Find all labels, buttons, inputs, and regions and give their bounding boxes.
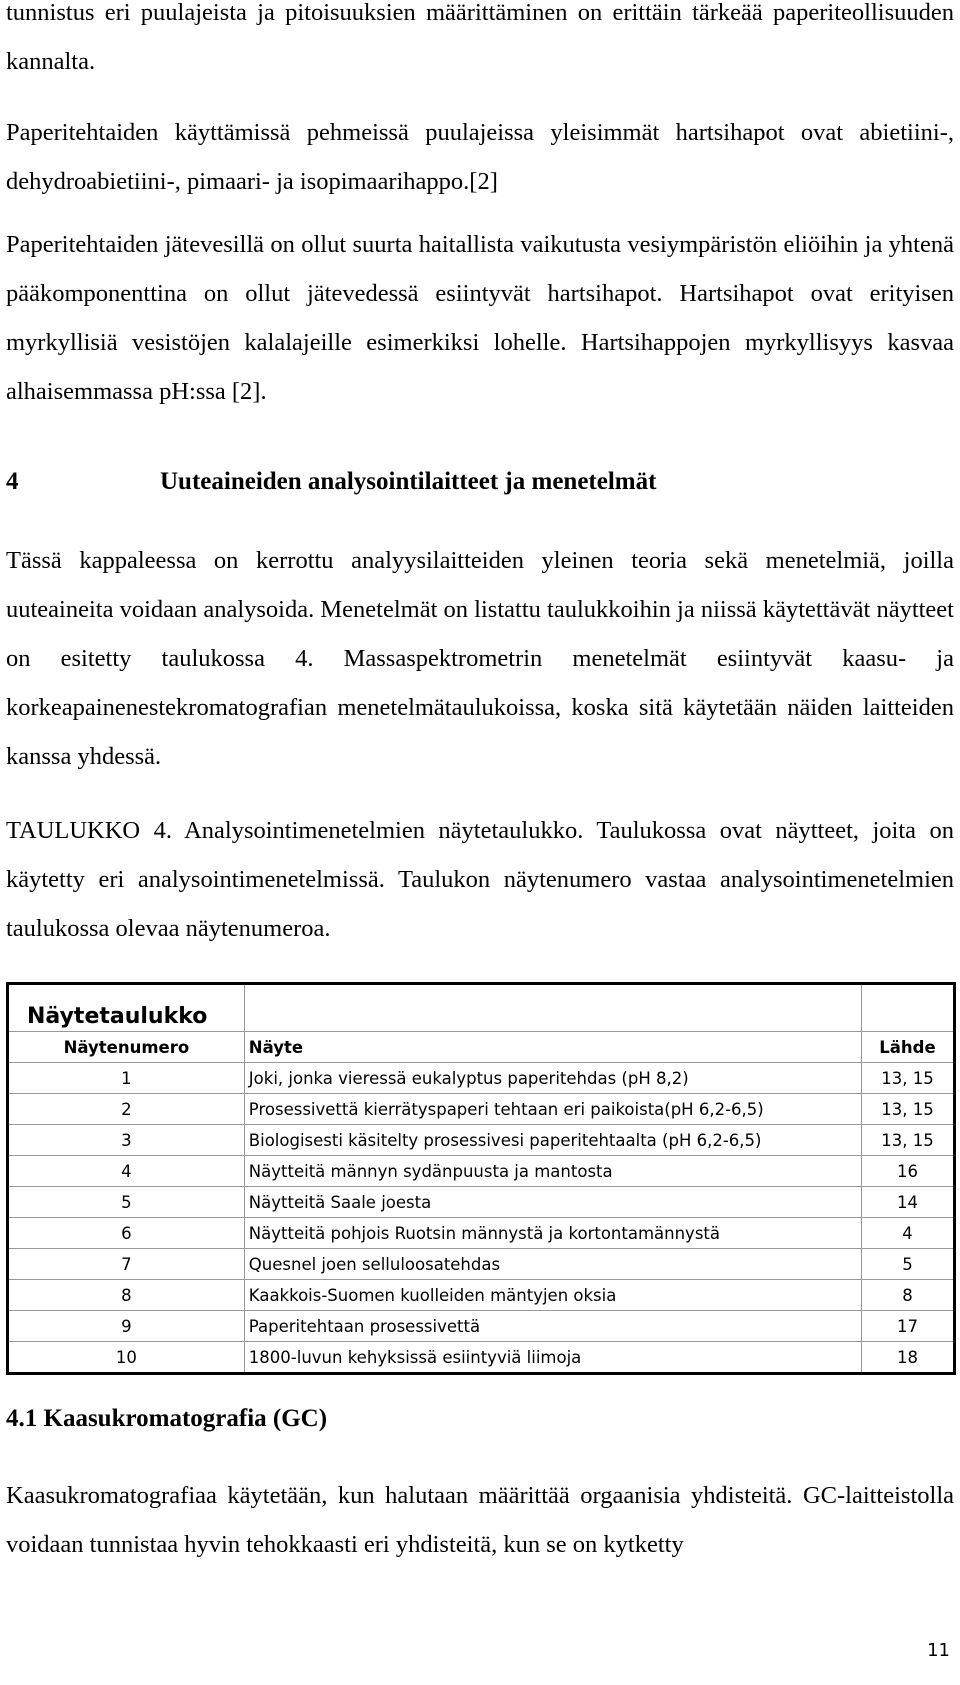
cell-source: 13, 15: [861, 1125, 954, 1156]
cell-number: 6: [8, 1218, 245, 1249]
header-sample-number: Näytenumero: [8, 1032, 245, 1063]
table-row: [8, 1218, 955, 1249]
table-title-row: [8, 984, 955, 1032]
section-title: Uuteaineiden analysointilaitteet ja menetelmät: [160, 468, 657, 495]
cell-number: 3: [8, 1125, 245, 1156]
table-caption: TAULUKKO 4. Analysointimenetelmien näytetaulukko. Taulukossa ovat näytteet, joita on käytetty eri analysointimenetelmissä. Taulukon näytenumero vastaa analysointimenetelmien taulukossa olevaa näytenumeroa.: [6, 817, 954, 942]
paragraph-intro: tunnistus eri puulajeista ja pitoisuuksien määrittäminen on erittäin tärkeää paperiteollisuuden kannalta.: [6, 0, 954, 75]
table-row: [8, 1187, 955, 1218]
cell-number: 9: [8, 1311, 245, 1342]
table-row: [8, 1063, 955, 1094]
paragraph-wastewater: Paperitehtaiden jätevesillä on ollut suurta haitallista vaikutusta vesiympäristön eliöihin ja yhtenä pääkomponenttina on ollut jätevedessä esiintyvät hartsihapot. Hartsihapot ovat erityisen myrkyllisiä vesistöjen kalalajeille esimerkiksi lohelle. Hartsihappojen myrkyllisyys kasvaa alhaisemmassa pH:ssa [2].: [6, 231, 954, 405]
cell-sample: Joki, jonka vieressä eukalyptus paperitehdas (pH 8,2): [244, 1063, 861, 1094]
cell-source: 5: [861, 1249, 954, 1280]
header-sample: Näyte: [244, 1032, 861, 1063]
cell-number: 8: [8, 1280, 245, 1311]
section-title: 4.1 Kaasukromatografia (GC): [6, 1405, 328, 1432]
table-row: [8, 1342, 955, 1374]
cell-number: 7: [8, 1249, 245, 1280]
table-row: [8, 1249, 955, 1280]
cell-sample: Näytteitä männyn sydänpuusta ja mantosta: [244, 1156, 861, 1187]
cell-source: 17: [861, 1311, 954, 1342]
section-4-1-heading: [6, 1405, 327, 1433]
cell-sample: Näytteitä Saale joesta: [244, 1187, 861, 1218]
cell-number: 2: [8, 1094, 245, 1125]
cell-sample: Prosessivettä kierrätyspaperi tehtaan eri paikoista(pH 6,2-6,5): [244, 1094, 861, 1125]
table-row: [8, 1094, 955, 1125]
paragraph-resin-acids: Paperitehtaiden käyttämissä pehmeissä puulajeissa yleisimmät hartsihapot ovat abietiini-, dehydroabietiini-, pimaari- ja isopimaarihappo.[2]: [6, 119, 954, 195]
cell-sample: Paperitehtaan prosessivettä: [244, 1311, 861, 1342]
cell-sample: Quesnel joen selluloosatehdas: [244, 1249, 861, 1280]
table-header-row: [8, 1032, 955, 1063]
cell-source: 8: [861, 1280, 954, 1311]
table-row: [8, 1311, 955, 1342]
table-row: [8, 1280, 955, 1311]
paragraph-gc: Kaasukromatografiaa käytetään, kun halutaan määrittää orgaanisia yhdisteitä. GC-laitteistolla voidaan tunnistaa hyvin tehokkaasti eri yhdisteitä, kun se on kytketty: [6, 1482, 954, 1558]
cell-number: 1: [8, 1063, 245, 1094]
table-row: [8, 1125, 955, 1156]
cell-number: 10: [8, 1342, 245, 1374]
cell-number: 4: [8, 1156, 245, 1187]
table-row: [8, 1156, 955, 1187]
paragraph-section-intro: Tässä kappaleessa on kerrottu analyysilaitteiden yleinen teoria sekä menetelmiä, joilla uuteaineita voidaan analysoida. Menetelmät on listattu taulukkoihin ja niissä käytettävät näytteet on esitetty taulukossa 4. Massaspektrometrin menetelmät esiintyvät kaasu- ja korkeapainenestekromatografian menetelmätaulukoissa, koska sitä käytetään näiden laitteiden kanssa yhdessä.: [6, 547, 954, 770]
cell-sample: Biologisesti käsitelty prosessivesi paperitehtaalta (pH 6,2-6,5): [244, 1125, 861, 1156]
cell-sample: Kaakkois-Suomen kuolleiden mäntyjen oksia: [244, 1280, 861, 1311]
cell-sample: Näytteitä pohjois Ruotsin männystä ja kortontamännystä: [244, 1218, 861, 1249]
cell-source: 18: [861, 1342, 954, 1374]
cell-source: 16: [861, 1156, 954, 1187]
section-number: 4: [6, 468, 19, 495]
cell-source: 14: [861, 1187, 954, 1218]
cell-source: 13, 15: [861, 1094, 954, 1125]
cell-source: 4: [861, 1218, 954, 1249]
sample-table: [6, 982, 956, 1375]
cell-number: 5: [8, 1187, 245, 1218]
header-source: Lähde: [861, 1032, 954, 1063]
cell-source: 13, 15: [861, 1063, 954, 1094]
cell-sample: 1800-luvun kehyksissä esiintyviä liimoja: [244, 1342, 861, 1374]
page-number: 11: [927, 1640, 950, 1661]
table-title: Näytetaulukko: [8, 984, 245, 1032]
